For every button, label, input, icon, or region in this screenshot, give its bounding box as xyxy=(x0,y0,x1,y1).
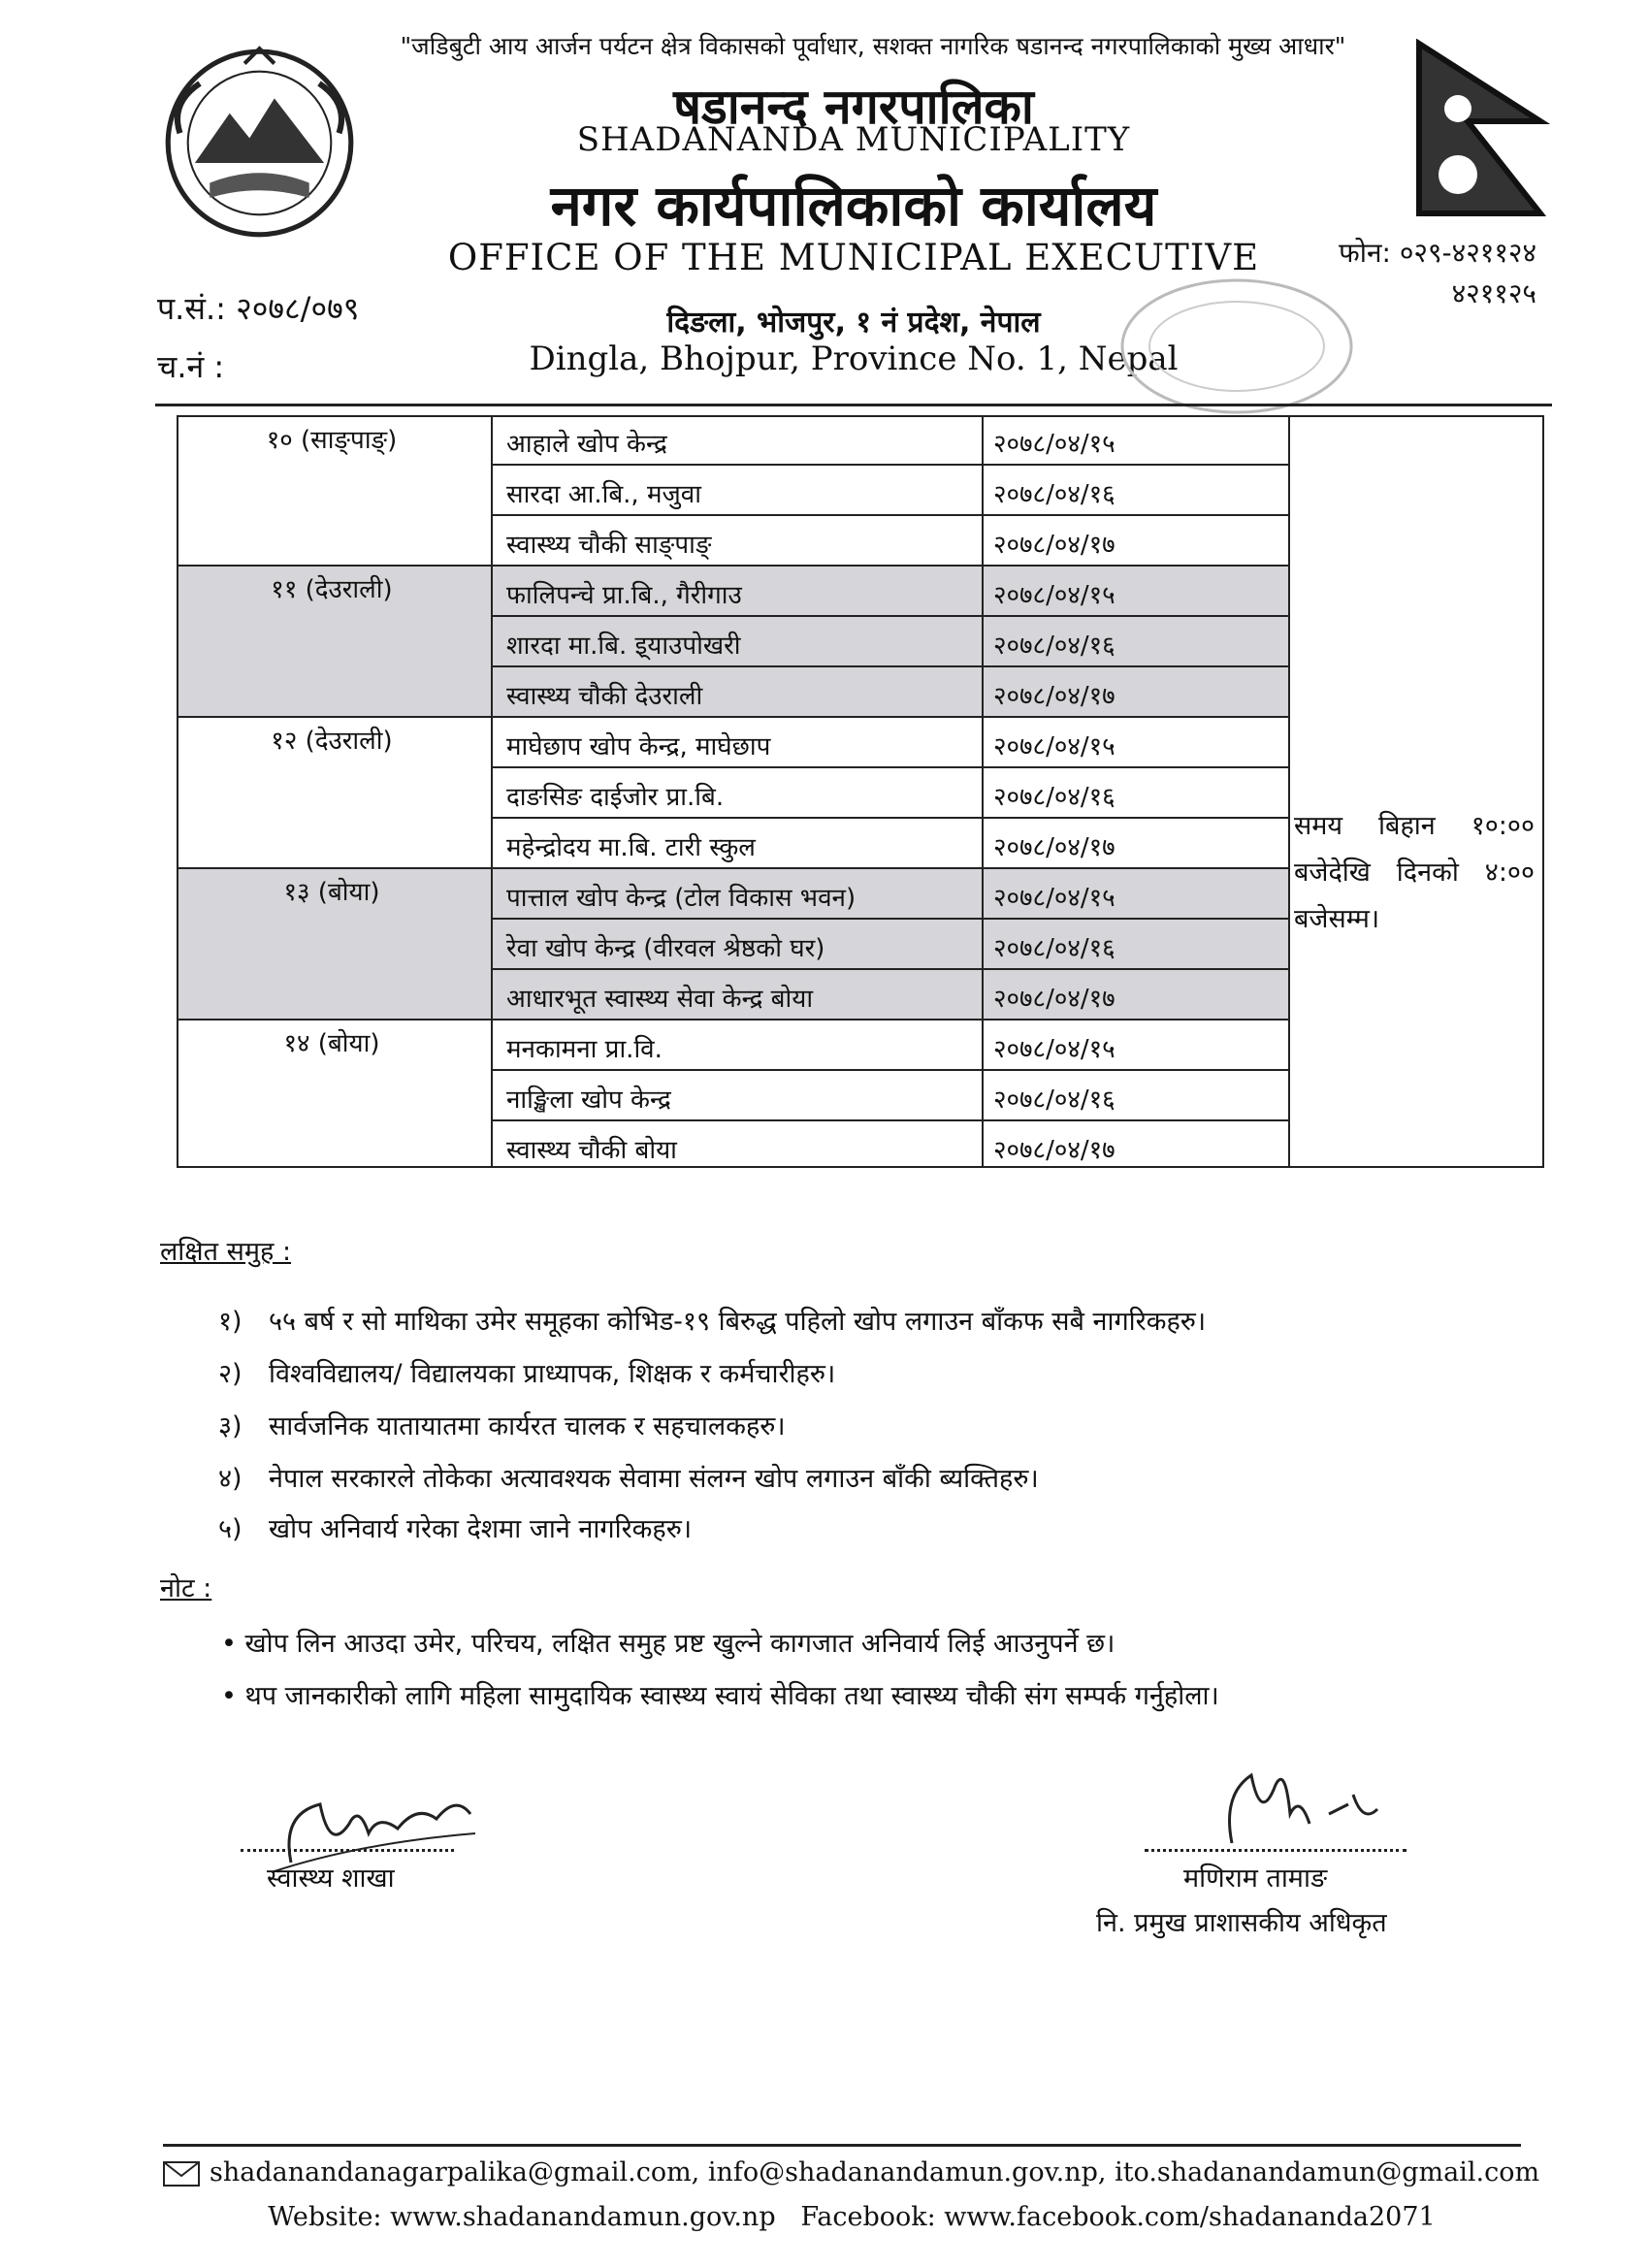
site-name: आहाले खोप केन्द्र xyxy=(506,430,667,459)
site-date: २०७८/०४/१५ xyxy=(993,732,1116,761)
target-group-item: ३) सार्वजनिक यातायातमा कार्यरत चालक र सहचालकहरु। xyxy=(218,1411,786,1442)
target-group-item: ४) नेपाल सरकारले तोकेका अत्यावश्यक सेवामा संलग्न खोप लगाउन बाँकी ब्यक्तिहरु। xyxy=(218,1464,1039,1494)
target-group-item: २) विश्वविद्यालय/ विद्यालयका प्राध्यापक, शिक्षक र कर्मचारीहरु। xyxy=(218,1359,836,1389)
site-date: २०७८/०४/१५ xyxy=(993,581,1116,610)
dispatch-number: च.नं : xyxy=(157,348,225,385)
reference-number: प.सं.: २०७८/०७९ xyxy=(157,290,360,327)
target-group-item: १) ५५ बर्ष र सो माथिका उमेर समूहका कोभिड-१९ बिरुद्ध पहिलो खोप लगाउन बाँकफ सबै नागरिकहरु। xyxy=(218,1307,1207,1337)
time-note: समय बिहान १०:०० बजेदेखि दिनको ४:०० बजेसम्म। xyxy=(1294,811,1535,934)
site-name: मनकामना प्रा.वि. xyxy=(506,1035,663,1064)
site-date: २०७८/०४/१५ xyxy=(993,1035,1116,1064)
office-stamp-icon xyxy=(1116,274,1358,419)
footer-web: Website: www.shadanandamun.gov.np Facebook: www.facebook.com/shadananda2071 xyxy=(268,2202,1436,2232)
note-item: • खोप लिन आउदा उमेर, परिचय, लक्षित समुह प्रष्ट खुल्ने कागजात अनिवार्य लिई आउनुपर्ने छ। xyxy=(221,1629,1116,1659)
notes-title: नोट : xyxy=(160,1573,212,1604)
site-name: महेन्द्रोदय मा.बि. टारी स्कुल xyxy=(506,833,756,862)
site-date: २०७८/०४/१६ xyxy=(993,934,1116,963)
signature-right xyxy=(1193,1756,1406,1853)
phone-2: ४२११२५ xyxy=(1451,277,1536,309)
site-date: २०७८/०४/१६ xyxy=(993,783,1116,812)
site-name: स्वास्थ्य चौकी साङ्पाङ् xyxy=(506,531,712,560)
ward-label: ११ (देउराली) xyxy=(271,575,393,604)
site-name: शारदा मा.बि. इ्याउपोखरी xyxy=(506,632,741,661)
footer-divider xyxy=(163,2144,1521,2147)
municipality-name-en: SHADANANDA MUNICIPALITY xyxy=(576,120,1131,159)
officer-name: मणिराम तामाङ xyxy=(1183,1863,1328,1894)
target-groups-title: लक्षित समुह : xyxy=(160,1237,292,1267)
footer-emails xyxy=(163,2157,1540,2187)
site-date: २०७८/०४/१६ xyxy=(993,632,1116,661)
site-name: रेवा खोप केन्द्र (वीरवल श्रेष्ठको घर) xyxy=(506,934,825,963)
site-name: पात्ताल खोप केन्द्र (टोल विकास भवन) xyxy=(506,884,857,913)
office-name-en: OFFICE OF THE MUNICIPAL EXECUTIVE xyxy=(447,237,1260,278)
site-name: सारदा आ.बि., मजुवा xyxy=(506,480,701,509)
site-date: २०७८/०४/१६ xyxy=(993,480,1116,509)
site-date: २०७८/०४/१७ xyxy=(993,985,1116,1014)
slogan: "जडिबुटी आय आर्जन पर्यटन क्षेत्र विकासको पूर्वाधार, सशक्त नागरिक षडानन्द नगरपालिकाको मुख्य आधार" xyxy=(400,32,1346,60)
header-divider xyxy=(155,404,1552,406)
site-name: स्वास्थ्य चौकी देउराली xyxy=(506,682,703,711)
site-name: नाङ्खिला खोप केन्द्र xyxy=(506,1085,671,1115)
ward-label: १३ (बोया) xyxy=(283,878,380,907)
government-emblem-icon xyxy=(160,44,359,243)
office-name-np: नगर कार्यपालिकाको कार्यालय xyxy=(550,173,1157,239)
site-name: स्वास्थ्य चौकी बोया xyxy=(506,1136,677,1165)
address-np: दिङला, भोजपुर, १ नं प्रदेश, नेपाल xyxy=(666,306,1041,340)
email-addresses: shadanandanagarpalika@gmail.com, info@shadanandamun.gov.np, ito.shadanandamun@gmail.com xyxy=(210,2157,1540,2187)
municipality-name-np: षडानन्द नगरपालिका xyxy=(673,79,1034,135)
site-date: २०७८/०४/१५ xyxy=(993,884,1116,913)
envelope-icon xyxy=(163,2161,200,2187)
vaccination-schedule-table xyxy=(177,415,1544,1168)
officer-title: नि. प्रमुख प्राशासकीय अधिकृत xyxy=(1096,1908,1387,1938)
ward-label: १० (साङ्पाङ्) xyxy=(266,426,398,455)
site-date: २०७८/०४/१६ xyxy=(993,1085,1116,1115)
phone-1: फोन: ०२९-४२११२४ xyxy=(1339,237,1536,269)
site-date: २०७८/०४/१७ xyxy=(993,833,1116,862)
site-name: माघेछाप खोप केन्द्र, माघेछाप xyxy=(506,732,771,761)
ward-label: १२ (देउराली) xyxy=(271,727,393,756)
site-name: दाङसिङ दाईजोर प्रा.बि. xyxy=(506,783,725,812)
ward-label: १४ (बोया) xyxy=(283,1029,380,1058)
site-name: आधारभूत स्वास्थ्य सेवा केन्द्र बोया xyxy=(506,985,814,1014)
site-date: २०७८/०४/१७ xyxy=(993,1136,1116,1165)
note-item: • थप जानकारीको लागि महिला सामुदायिक स्वास्थ्य स्वायं सेविका तथा स्वास्थ्य चौकी संग सम्पर्क गर्नुहोला। xyxy=(221,1681,1219,1711)
target-group-item: ५) खोप अनिवार्य गरेका देशमा जाने नागरिकहरु। xyxy=(218,1514,693,1544)
nepal-flag-icon xyxy=(1414,39,1550,223)
health-section-label: स्वास्थ्य शाखा xyxy=(267,1863,395,1894)
signature-line-right xyxy=(1145,1849,1406,1852)
site-date: २०७८/०४/१७ xyxy=(993,531,1116,560)
address-en: Dingla, Bhojpur, Province No. 1, Nepal xyxy=(529,340,1179,378)
site-date: २०७८/०४/१७ xyxy=(993,682,1116,711)
site-name: फालिपन्चे प्रा.बि., गैरीगाउ xyxy=(506,581,742,610)
site-date: २०७८/०४/१५ xyxy=(993,430,1116,459)
signature-line-left xyxy=(241,1849,454,1852)
